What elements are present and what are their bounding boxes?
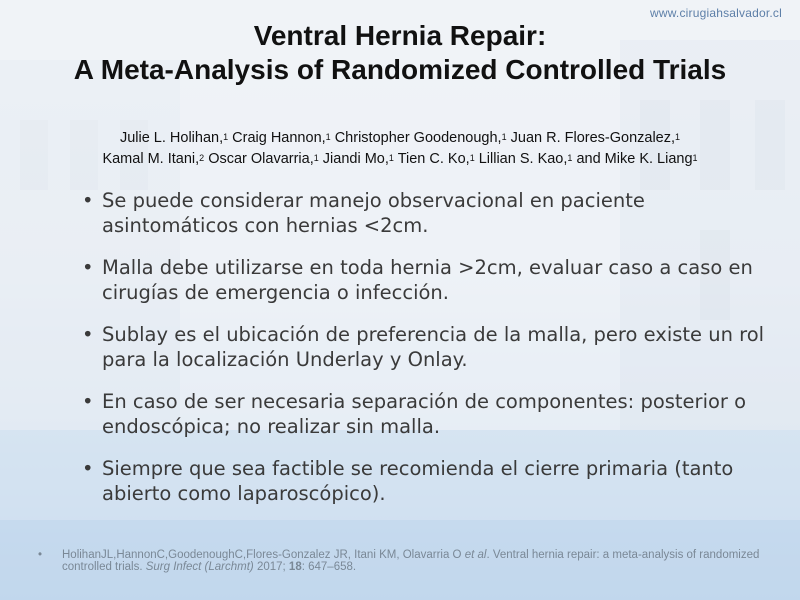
bullet-dot: • bbox=[82, 457, 94, 480]
author-name: Jiandi Mo, bbox=[322, 151, 389, 167]
bullet-dot: • bbox=[82, 390, 94, 413]
author-name: Craig Hannon, bbox=[232, 130, 326, 146]
bullet-dot: • bbox=[82, 256, 94, 279]
reference-pages: : 647–658. bbox=[301, 561, 357, 573]
affiliation-mark: 1 bbox=[501, 132, 507, 142]
author-name: Lillian S. Kao, bbox=[478, 151, 568, 167]
slide-title-line-1: Ventral Hernia Repair: bbox=[253, 20, 547, 51]
affiliation-mark: 1 bbox=[675, 132, 681, 142]
affiliation-mark: 1 bbox=[567, 153, 573, 163]
bullet-dot: • bbox=[82, 323, 94, 346]
reference-etal: et al bbox=[464, 549, 487, 561]
authors-row-1 bbox=[40, 128, 760, 149]
bullet-list bbox=[80, 188, 780, 523]
bullet-item bbox=[80, 322, 780, 372]
reference-bullet: • bbox=[38, 549, 43, 561]
bullet-text: Se puede considerar manejo observacional en paciente asintomáticos con hernias <2cm. bbox=[102, 189, 645, 237]
author-name: and Mike K. Liang bbox=[576, 151, 693, 167]
affiliation-mark: 1 bbox=[469, 153, 475, 163]
bullet-text: Malla debe utilizarse en toda hernia >2cm, evaluar caso a caso en cirugías de emergencia o infección. bbox=[102, 256, 753, 304]
affiliation-mark: 2 bbox=[199, 153, 205, 163]
bullet-item bbox=[80, 255, 780, 305]
reference-title: . Ventral hernia repair: a meta-analysis of randomized controlled trials. bbox=[62, 549, 760, 573]
reference-authors: HolihanJL,HannonC,GoodenoughC,Flores-Gonzalez JR, Itani KM, Olavarria O bbox=[62, 549, 465, 561]
bullet-text: En caso de ser necesaria separación de componentes: posterior o endoscópica; no realizar sin malla. bbox=[102, 390, 747, 438]
author-name: Julie L. Holihan, bbox=[119, 130, 224, 146]
author-name: Tien C. Ko, bbox=[397, 151, 470, 167]
affiliation-mark: 1 bbox=[692, 153, 698, 163]
author-name: Juan R. Flores-Gonzalez, bbox=[510, 130, 676, 146]
bullet-text: Sublay es el ubicación de preferencia de la malla, pero existe un rol para la localización Underlay y Onlay. bbox=[102, 323, 765, 371]
website-watermark: www.cirugiahsalvador.cl bbox=[650, 6, 782, 20]
author-name: Kamal M. Itani, bbox=[102, 151, 200, 167]
affiliation-mark: 1 bbox=[313, 153, 319, 163]
author-name: Oscar Olavarria, bbox=[208, 151, 314, 167]
bullet-text: Siempre que sea factible se recomienda el cierre primaria (tanto abierto como laparoscópico). bbox=[102, 457, 734, 505]
reference-volume: 18 bbox=[288, 561, 302, 573]
reference-journal: Surg Infect (Larchmt) bbox=[145, 561, 254, 573]
reference-year: 2017; bbox=[253, 561, 289, 573]
bullet-item bbox=[80, 389, 780, 439]
bullet-item bbox=[80, 188, 780, 238]
authors-row-2 bbox=[40, 149, 760, 170]
affiliation-mark: 1 bbox=[223, 132, 229, 142]
affiliation-mark: 1 bbox=[325, 132, 331, 142]
affiliation-mark: 1 bbox=[388, 153, 394, 163]
author-name: Christopher Goodenough, bbox=[334, 130, 502, 146]
bullet-dot: • bbox=[82, 189, 94, 212]
slide-title-line-2: A Meta-Analysis of Randomized Controlled Trials bbox=[73, 54, 727, 85]
bullet-item bbox=[80, 456, 780, 506]
reference-citation bbox=[38, 549, 782, 573]
